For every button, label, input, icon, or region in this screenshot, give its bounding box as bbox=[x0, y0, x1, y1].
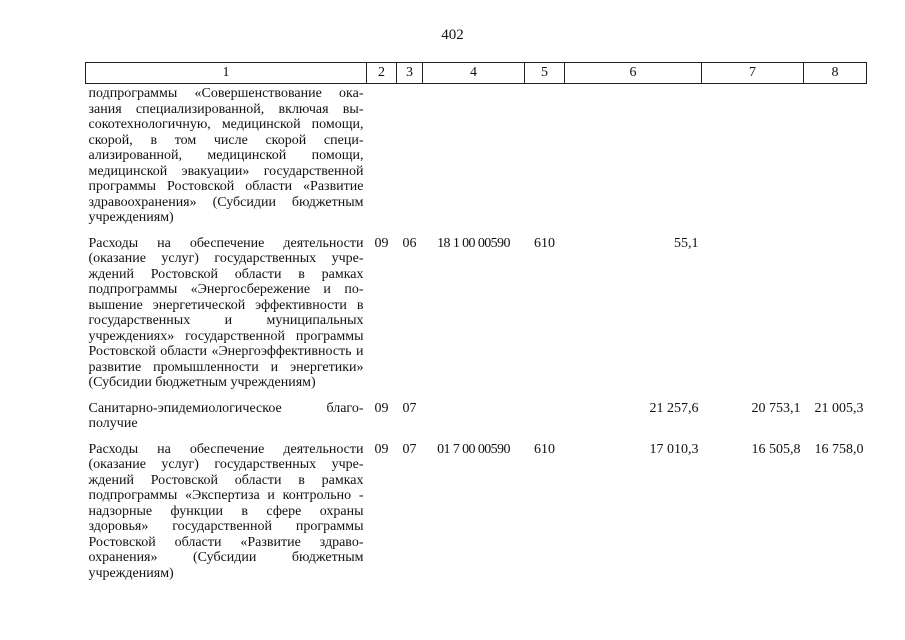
table-row bbox=[86, 399, 867, 440]
row-amount-col6: 17 010,3 bbox=[649, 441, 699, 457]
column-header-2: 2 bbox=[367, 63, 397, 84]
row-amount-col8: 21 005,3 bbox=[814, 400, 864, 416]
row-description: Расходы на обеспечение деятельности (оказание услуг) государственных учреждений Ростовской области в рамках подпрограммы «Экспертиза и контрольно - надзорные функции в сфере охраны здоровья» государственной программы Ростовской области «Развитие здравоохранения» (Субсидии бюджетным учреждениям) bbox=[88, 441, 364, 581]
row-amount-col6 bbox=[565, 84, 702, 234]
row-target-article-code bbox=[423, 399, 525, 440]
table-body bbox=[86, 84, 867, 590]
row-target-article-code: 18 1 00 00590 bbox=[437, 235, 510, 251]
row-subsection-code bbox=[397, 84, 423, 234]
row-section-code: 09 bbox=[374, 235, 389, 251]
row-expense-type-code: 610 bbox=[534, 235, 555, 251]
row-amount-col6: 21 257,6 bbox=[649, 400, 699, 416]
row-amount-col8 bbox=[804, 84, 867, 234]
header-row bbox=[86, 63, 867, 84]
row-target-article-code: 01 7 00 00590 bbox=[437, 441, 510, 457]
row-expense-type-code bbox=[525, 399, 565, 440]
column-header-8: 8 bbox=[804, 63, 867, 84]
budget-table bbox=[85, 62, 867, 589]
column-header-7: 7 bbox=[702, 63, 804, 84]
row-amount-col7: 16 505,8 bbox=[751, 441, 801, 457]
row-target-article-code bbox=[423, 84, 525, 234]
row-amount-col8: 16 758,0 bbox=[814, 441, 864, 457]
table-row bbox=[86, 84, 867, 234]
row-amount-col7 bbox=[702, 84, 804, 234]
row-expense-type-code bbox=[525, 84, 565, 234]
row-expense-type-code: 610 bbox=[534, 441, 555, 457]
row-amount-col7 bbox=[702, 234, 804, 399]
column-header-3: 3 bbox=[397, 63, 423, 84]
row-subsection-code: 07 bbox=[402, 441, 417, 457]
row-amount-col8 bbox=[804, 234, 867, 399]
column-header-6: 6 bbox=[565, 63, 702, 84]
column-header-4: 4 bbox=[423, 63, 525, 84]
table-row bbox=[86, 234, 867, 399]
column-header-5: 5 bbox=[525, 63, 565, 84]
row-subsection-code: 07 bbox=[402, 400, 417, 416]
row-section-code: 09 bbox=[374, 441, 389, 457]
column-header-1: 1 bbox=[86, 63, 367, 84]
page-number: 402 bbox=[441, 27, 464, 43]
table-row bbox=[86, 440, 867, 590]
row-description: подпрограммы «Совершенствование оказания специализированной, включая высокотехнологичную, медицинской помощи, скорой, в том числе скорой специализированной, медицинской помощи, медицинской эвакуации» государственной программы Ростовской области «Развитие здравоохранения» (Субсидии бюджетным учреждениям) bbox=[88, 86, 364, 225]
row-description: Расходы на обеспечение деятельности (оказание услуг) государственных учреждений Ростовской области в рамках подпрограммы «Энергосбережение и повышение энергетической эффективности в государственных и муниципальных учреждениях» государственной программы Ростовской области «Энергоэффективность и развитие промышленности и энергетики» (Субсидии бюджетным учреждениям) bbox=[88, 235, 364, 390]
row-section-code bbox=[367, 84, 397, 234]
row-description: Санитарно-эпидемиологическое благополучие bbox=[88, 400, 364, 431]
row-amount-col7: 20 753,1 bbox=[751, 400, 801, 416]
row-amount-col6: 55,1 bbox=[674, 235, 699, 251]
table-header bbox=[86, 63, 867, 84]
row-section-code: 09 bbox=[374, 400, 389, 416]
row-subsection-code: 06 bbox=[402, 235, 417, 251]
